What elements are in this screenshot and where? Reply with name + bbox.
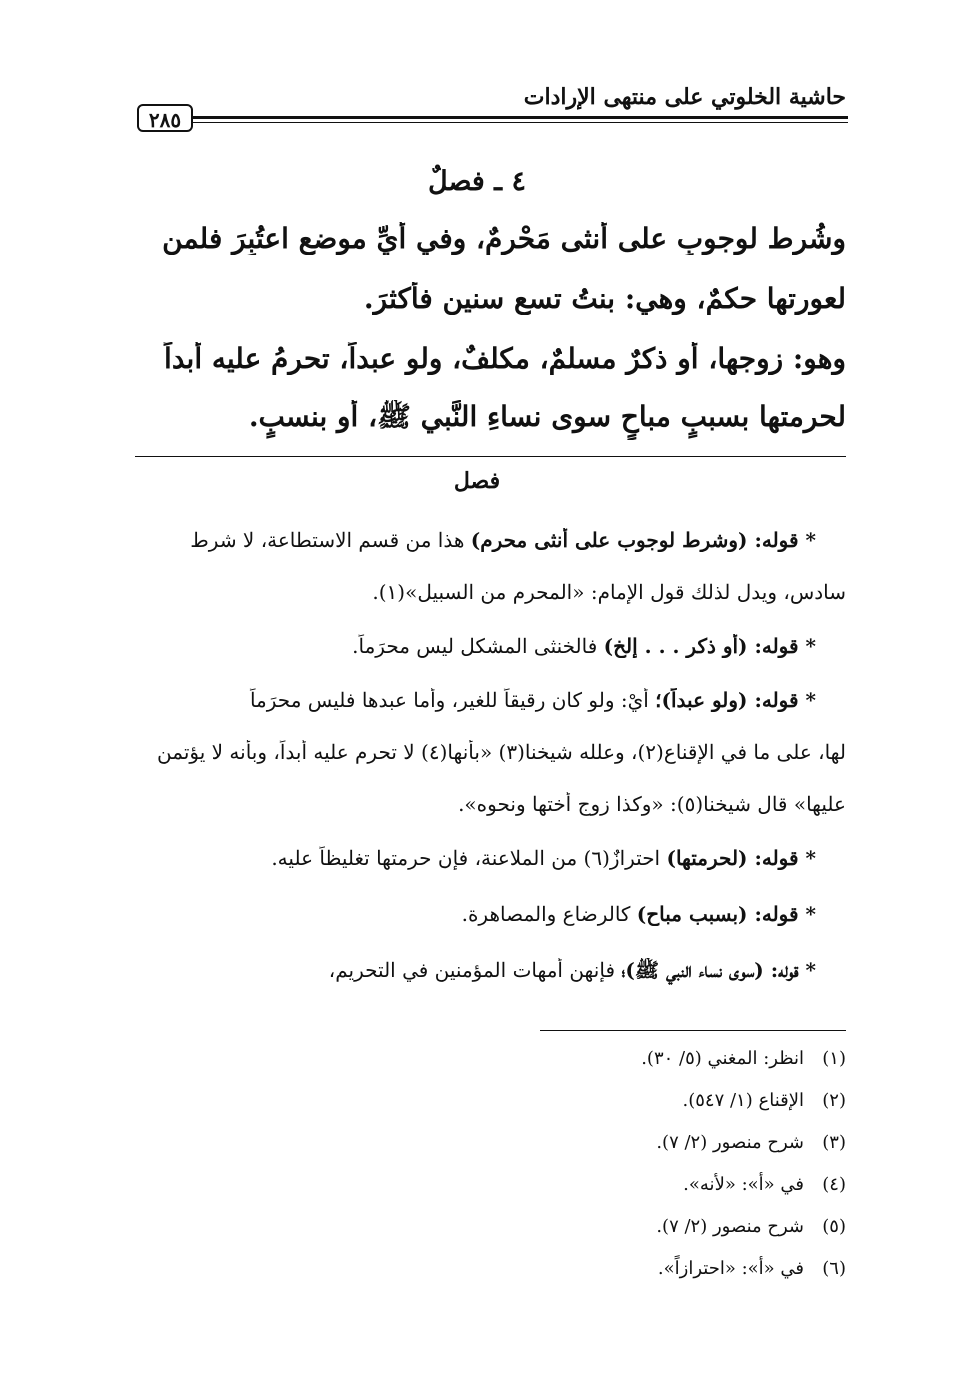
footnote-text: شرح منصور (٢/ ٧). [656, 1216, 804, 1237]
footnote-number: (٦) [822, 1258, 846, 1279]
commentary-line [135, 846, 816, 870]
matn-line: لعورتها حكمٌ، وهي: بنتُ تسع سنين فأكثرَ. [363, 282, 846, 315]
bullet: * [798, 634, 816, 658]
footnote-text: في «أ»: «لأنه». [683, 1174, 804, 1195]
footnote-rule [540, 1030, 846, 1031]
footnote [656, 1216, 846, 1237]
commentary-line [135, 792, 846, 816]
quoted-phrase: قوله: (بسبب مباح) [636, 902, 799, 926]
commentary-line [135, 902, 816, 926]
running-header-title: حاشية الخلوتي على منتهى الإرادات [523, 84, 846, 110]
footnote [682, 1090, 846, 1111]
commentary-text: احترازٌ(٦) من الملاعنة، فإن حرمتها تغليظاً عليه. [271, 846, 667, 870]
commentary-text: لها، على ما في الإقناع(٢)، وعلله شيخنا(٣) «بأنها(٤) لا تحرم عليه أبداً، وبأنه لا يؤتمن [157, 740, 846, 764]
quoted-phrase: قوله: (ولو عبداً)؛ [655, 688, 799, 712]
bullet: * [798, 846, 816, 870]
quoted-phrase: قوله: (أو ذكر . . . إلخ) [603, 634, 799, 658]
footnote [658, 1258, 846, 1279]
footnote [641, 1048, 846, 1069]
footnote-number: (٥) [822, 1216, 846, 1237]
matn-line: وهو: زوجها، أو ذكرٌ مسلمٌ، مكلفٌ، ولو عبداً، تحرمُ عليه أبداً [164, 342, 846, 375]
footnote [683, 1174, 846, 1195]
quoted-phrase: قوله: (لحرمتها) [666, 846, 799, 870]
footnote-number: (٤) [822, 1174, 846, 1195]
commentary-text: فإنهن أمهات المؤمنين في التحريم، [328, 958, 622, 982]
bullet: * [798, 688, 816, 712]
section-heading: ٤ ـ فصلٌ [428, 166, 526, 197]
page-number: ٢٨٥ [137, 104, 193, 132]
matn-line: لحرمتها بسببٍ مباحٍ سوى نساءِ النَّبي ﷺ، أو بنسبٍ. [248, 400, 846, 433]
commentary-line [135, 528, 816, 552]
commentary-line [135, 580, 846, 604]
matn-line: وشُرط لوجوبٍ على أُنثى مَحْرمٌ، وفي أيِّ موضعٍ اعتُبِرَ فلمن [162, 222, 846, 255]
footnote-number: (٣) [822, 1132, 846, 1153]
header-rule-thin [192, 122, 848, 123]
commentary-line [135, 958, 816, 987]
bullet: * [798, 958, 816, 982]
footnote-text: في «أ»: «احترازاً». [657, 1258, 804, 1279]
commentary-text: سادس، ويدل لذلك قول الإمام: «المحرم من السبيل»(١). [372, 580, 846, 604]
quoted-phrase: قوله: (وشرط لوجوب على أنثى محرم) [470, 528, 799, 552]
commentary-text: عليها» قال شيخنا(٥): «وكذا زوج أختها ونحوه». [458, 792, 846, 816]
commentary-text: كالرضاع والمصاهرة. [461, 902, 637, 926]
commentary-heading: فصل [453, 468, 501, 494]
bullet: * [798, 528, 816, 552]
footnote-number: (١) [822, 1048, 846, 1069]
quoted-phrase: قوله: (سوى نساء النبي ﷺ)؛ [621, 958, 799, 982]
footnote-number: (٢) [822, 1090, 846, 1111]
commentary-text: فالخنثى المشكل ليس محرَماً. [352, 634, 604, 658]
commentary-line [135, 688, 816, 712]
bullet: * [798, 902, 816, 926]
commentary-text: أيْ: ولو كان رقيقاً للغير، وأما عبدها فليس محرَماً [249, 688, 656, 712]
footnote-text: الإقناع (١/ ٥٤٧). [682, 1090, 804, 1111]
commentary-line [135, 634, 816, 658]
footnote [656, 1132, 846, 1153]
footnote-text: شرح منصور (٢/ ٧). [656, 1132, 804, 1153]
header-rule [192, 116, 848, 119]
text-divider [135, 456, 846, 457]
commentary-text: هذا من قسم الاستطاعة، لا شرط [190, 528, 471, 552]
commentary-line [135, 740, 846, 764]
footnote-text: انظر: المغني (٥/ ٣٠). [641, 1048, 804, 1069]
